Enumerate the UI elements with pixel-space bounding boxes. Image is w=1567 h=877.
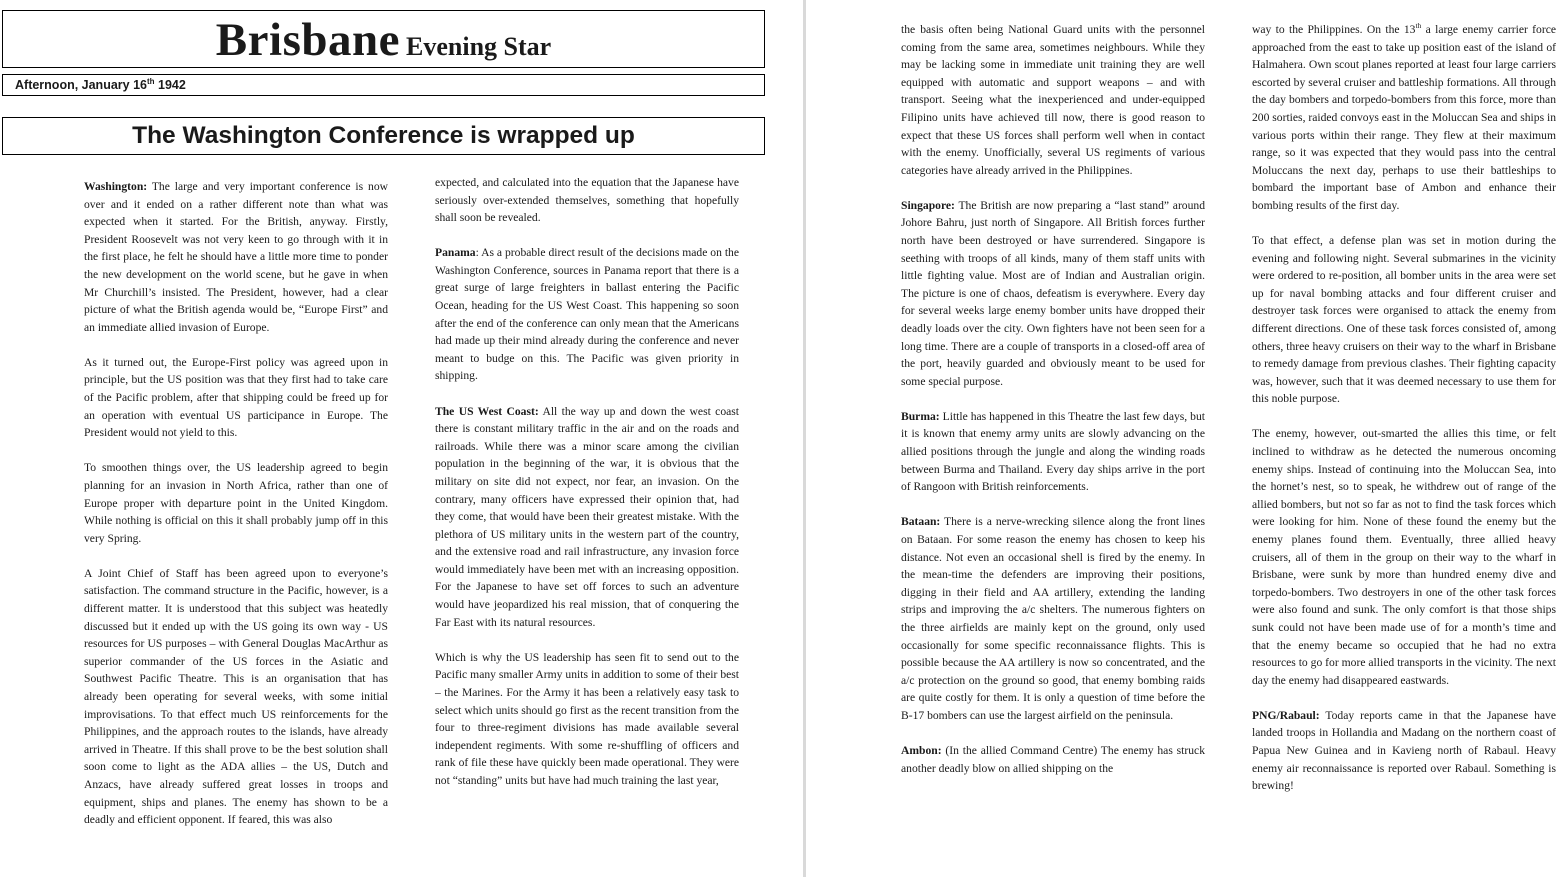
paragraph-text: There is a nerve-wrecking silence along the front lines on Bataan. For some reason the enemy has chosen to keep his distance. Not even an occasional shell is fired by the enemy. In the mean-time the defenders are improving their positions, digging in their field and AA artillery, extending the landing strips and improving the a/c shelters. The numerous fighters on the three airfields are mainly kept on the ground, only used occasionally for some specific reconnaissance flights. This is possible because the AA artillery is now so concentrated, and the a/c protection on the ground so good, that enemy bombing raids are quite costly for them. It is only a question of time before the B-17 bombers can use the largest airfield on the peninsula. <box>901 515 1205 722</box>
section-label-us-west-coast: The US West Coast: <box>435 404 539 418</box>
article-column-4 <box>1252 21 1556 795</box>
section-label-png-rabaul: PNG/Rabaul: <box>1252 708 1320 722</box>
paragraph-text: (In the allied Command Centre) The enemy has struck another deadly blow on allied shipping on the <box>901 743 1205 775</box>
paragraph-text: The British are now preparing a “last stand” around Johore Bahru, just north of Singapore. All British forces further north have been destroyed or have surrendered. Singapore is seething with troops of all kinds, many of them staff units with little fighting value. Most are of Indian and Australian origin. The picture is one of chaos, defeatism is everywhere. Every day for several weeks large enemy bomber units have dropped their deadly loads over the city. Own fighters have not been seen for a long time. There are a couple of transports in a closed-off area of the port, heavily guarded and obviously meant to be used for some special purpose. <box>901 198 1205 388</box>
paragraph-text: Today reports came in that the Japanese have landed troops in Hollandia and Madang on the northern coast of Papua New Guinea and in Kavieng north of Rabaul. Heavy enemy air reconnaissance is reported over Rabaul. Something is brewing! <box>1252 708 1556 793</box>
paragraph-washington <box>84 178 388 336</box>
dateline-text: Afternoon, January 16 <box>15 78 147 92</box>
paragraph: expected, and calculated into the equation that the Japanese have seriously over-extended themselves, something that hopefully shall soon be revealed. <box>435 176 739 225</box>
paragraph: To that effect, a defense plan was set in motion during the evening and following night. Several submarines in the vicinity were ordered to re-position, all bomber units in the area were set up for naval bombing attacks and four different cruiser and destroyer task forces were organised to attack the enemy from different directions. One of these task forces consisted of, among others, three heavy cruisers on their way to the wharf in Brisbane to remedy damage from previous clashes. Their fighting capacity was, however, such that it was deemed necessary to use them for this noble purpose. <box>1252 234 1556 406</box>
paragraph: the basis often being National Guard units with the personnel coming from the same area, sometimes neighbours. While they may be lacking some in immediate unit training they are well equipped with automatic and support weapons – and with transport. Seeing what the inexperienced and under-equipped Filipino units have achieved till now, there is good reason to expect that these US forces shall perform well when in contact with the enemy. Unofficially, several US regiments of various categories have already arrived in the Philippines. <box>901 23 1205 177</box>
paragraph-text: Little has happened in this Theatre the last few days, but it is known that enemy army units are slowly advancing on the allied positions through the jungle and along the winding roads between Burma and Thailand. Every day ships arrive in the port of Rangoon with British reinforcements. <box>901 409 1205 494</box>
dateline <box>2 74 765 96</box>
paragraph: As it turned out, the Europe-First policy was agreed upon in principle, but the US position was that they first had to take care of the Pacific problem, after that shipping could be freed up for an operation with eventual US participance in Europe. The President would not yield to this. <box>84 355 388 440</box>
paragraph-text: The large and very important conference is now over and it ended on a rather different note than what was expected when it started. For the British, anyway. Firstly, President Roosevelt was not very keen to go through with it in the first place, he felt he should have a little more time to ponder the new development on the world scene, but he gave in when Mr Churchill’s insisted. The President, however, had a clear picture of what the British agenda would be, “Europe First” and an immediate allied invasion of Europe. <box>84 180 388 334</box>
paragraph: The enemy, however, out-smarted the allies this time, or felt inclined to withdraw as he detected the numerous oncoming enemy ships. Instead of continuing into the Moluccan Sea, into the hornet’s nest, so to speak, he withdrew out of range of the allied bombers, but not so far as not to find the task forces which were looking for him. None of these found the enemy but the enemy planes found them. Eventually, three allied heavy cruisers, all of them in the group on their way to the wharf in Brisbane, were sunk by more than hundred enemy dive and torpedo-bombers. Two destroyers in one of the other task forces were also found and sunk. The only comfort is that those ships sunk could not have been made use of for a month’s time and that the enemy became so occupied that he had no extra resources to go for more allied transports in the vicinity. The next day the enemy had disappeared eastwards. <box>1252 427 1556 687</box>
paragraph-text: : As a probable direct result of the decisions made on the Washington Conference, sources in Panama report that there is a great surge of large freighters in ballast entering the Pacific Ocean, heading for the US West Coast. This happening so soon after the end of the conference can only mean that the Americans had made up their mind already during the conference and never meant to budge on this. The Pacific was given priority in shipping. <box>435 246 739 383</box>
section-label-panama: Panama <box>435 246 476 260</box>
masthead <box>2 10 765 68</box>
paragraph-burma <box>901 408 1205 496</box>
paragraph: A Joint Chief of Staff has been agreed upon to everyone’s satisfaction. The command structure in the Pacific, however, is a different matter. It is understood that this subject was heatedly discussed but it ended up with the US going its own way - US resources for US purposes – with General Douglas MacArthur as superior commander of the US forces in the Asiatic and Southwest Pacific Theatre. This is an organisation that has already been operating for several weeks, with some initial improvisations. To that effect much US reinforcements for the Philippines, and the approach routes to the islands, have already arrived in Theatre. If this shall prove to be the best solution shall soon come to light as the ADA allies – the US, Dutch and Anzacs, have already suffered great losses in troops and equipment, ships and planes. The enemy has shown to be a deadly and efficient opponent. If feared, this was also <box>84 566 388 827</box>
section-label-bataan: Bataan: <box>901 515 941 529</box>
ordinal-suffix: th <box>1415 21 1422 31</box>
section-label-washington: Washington: <box>84 180 148 193</box>
paragraph-text: a large enemy carrier force approached from the east to take up position east of the island of Halmahera. Own scout planes reported at least four large carriers escorted by several cruiser and battleship formations. All through the day bombers and torpedo-bombers from this force, more than 200 sorties, raided convoys east in the Moluccan Sea and ships in various ports within their range. They flew at their maximum range, so it was expected that they would pass into the central Moluccans the next day, perhaps to use their battleships to bombard the important base of Ambon and enhance their bombing results of the first day. <box>1252 23 1556 212</box>
section-label-singapore: Singapore: <box>901 198 955 212</box>
paragraph <box>1252 21 1556 215</box>
section-label-burma: Burma: <box>901 409 940 423</box>
paragraph-us-west-coast <box>435 403 739 632</box>
article-column-1 <box>84 178 388 829</box>
headline: The Washington Conference is wrapped up <box>2 117 765 155</box>
section-label-ambon: Ambon: <box>901 743 942 757</box>
paragraph-singapore <box>901 197 1205 391</box>
masthead-subtitle: Evening Star <box>406 32 552 61</box>
paragraph-png-rabaul <box>1252 707 1556 795</box>
article-column-2 <box>435 174 739 790</box>
paragraph: To smoothen things over, the US leadership agreed to begin planning for an invasion in North Africa, rather than one of Europe proper with departure point in the United Kingdom. While nothing is official on this it shall probably jump off in this very Spring. <box>84 461 388 545</box>
dateline-year: 1942 <box>154 78 186 92</box>
article-column-3 <box>901 21 1205 777</box>
paragraph-bataan <box>901 513 1205 724</box>
paragraph-text: All the way up and down the west coast there is constant military traffic in the air and on the roads and railroads. While there was a minor scare among the civilian population in the beginning of the war, it is obvious that the military on site did not expect, nor fear, an invasion. On the contrary, many officers have expressed their opinion that, had they come, that would have been their greatest mistake. With the plethora of US military units in the western part of the country, and the extensive road and rail infrastructure, any invasion force would immediately have been met with an increasing opposition. For the Japanese to have set off forces to such an adventure would have jeopardized his real mission, that of conquering the Far East with its natural resources. <box>435 404 739 629</box>
paragraph-text: way to the Philippines. On the 13 <box>1252 23 1416 36</box>
masthead-title: Brisbane <box>215 14 400 66</box>
paragraph-panama <box>435 244 739 385</box>
dateline-ordinal: th <box>146 76 155 86</box>
paragraph: Which is why the US leadership has seen fit to send out to the Pacific many smaller Army units in addition to some of their best – the Marines. For the Army it has been a relatively easy task to select which units should go first as the recent transition from the four to three-regiment divisions has made available several independent regiments. With some re-shuffling of officers and rank of file these have quickly been made operational. They were not “standing” units but have had much training the last year, <box>435 650 739 787</box>
paragraph-ambon <box>901 742 1205 777</box>
